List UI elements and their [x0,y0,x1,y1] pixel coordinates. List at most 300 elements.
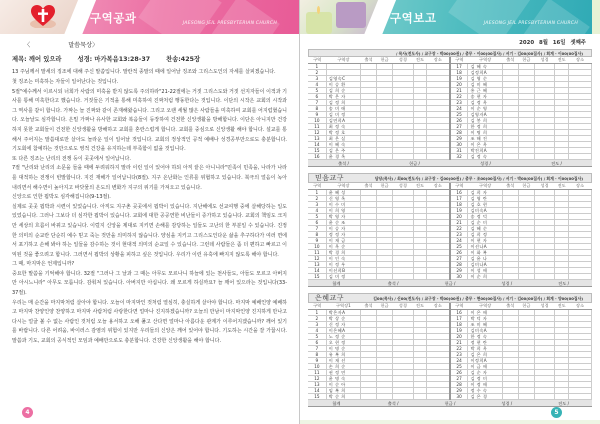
leader-name: 이 은 옥 [468,142,502,148]
district-number: 14 [308,142,326,148]
leader-name: 임 복 희 [326,388,360,394]
category-label: 말씀묵상〉 [68,42,99,49]
input-cell[interactable] [502,394,518,400]
district-number: 17 [450,196,468,202]
leader-name: 이 정 우 [326,262,360,268]
input-cell[interactable] [502,154,518,160]
leader-name: 정 정 자 [326,232,360,238]
district-number: 2 [308,316,326,322]
district-number: 26 [450,370,468,376]
banner-title: 구역공과 [90,11,137,25]
district-number: 16 [308,154,326,160]
input-cell[interactable] [427,154,450,160]
district-number: 1 [308,64,326,70]
district-number: 18 [450,202,468,208]
paragraph: 중요한 말씀을 기억해야 합니다. 32절 "그러나 그 날과 그 때는 아무도 모르나니 하늘에 있는 천사들도, 아들도 모르고 아버지만 아시느니라" 아무도 모릅니다. 감춰져 있습니다. 아버지만 아십니다. 왜 모르게 하실까요? 늘 깨어 있으라는 것입니다(33-37절). [12,270,287,297]
district-number: 10 [308,244,326,250]
candle-icon [306,12,332,34]
district-number: 15 [308,148,326,154]
column-header: 헌금 [518,57,534,64]
leader-name: 조 미 혜 [468,322,502,328]
column-header: 장소 [569,303,592,310]
report-content [300,34,600,407]
leader-name: 최 은 실 [326,136,360,142]
district-number: 29 [450,388,468,394]
column-header: 헌금 [377,303,393,310]
total-field: 출석 / [387,281,399,286]
leader-name: 조 해 진 [468,136,502,142]
leader-name: 오 현 정 [326,340,360,346]
table-row [308,154,592,160]
leader-name: 박 순 희 [326,394,360,400]
column-header: 헌금 [377,57,393,64]
leader-name: 이 희 영 [326,208,360,214]
column-header: 구역장 [468,57,502,64]
column-header: 장소 [427,303,450,310]
leader-name: 정 수 숙 [468,388,502,394]
leader-name: 송 정 덕 [468,214,502,220]
leader-name: 김 은 주 [326,148,360,154]
leader-name: 이 순 희 [468,274,502,280]
leader-name: 이 순 영 [468,106,502,112]
total-field: 성경 / [480,161,491,166]
district-number: 24 [450,106,468,112]
leader-name: 권 정 연 [326,370,360,376]
column-header: 장소 [427,57,450,64]
column-header: 구역 [308,303,326,310]
column-header: 구역 [450,183,468,190]
district-number: 9 [308,112,326,118]
leader-name: 김미나A [468,262,502,268]
district-number: 28 [450,382,468,388]
district-number: 3 [308,322,326,328]
district-number: 30 [450,142,468,148]
leader-name: 박 정 호 [326,130,360,136]
leader-name: 한 정 숙 [468,334,502,340]
district-number: 6 [308,94,326,100]
input-cell[interactable] [413,154,427,160]
district-number: 3 [308,76,326,82]
group-header [308,173,592,183]
total-field: 전도 / [558,281,569,286]
leader-name: 이 승 자 [326,226,360,232]
column-header: 전도 [413,303,427,310]
district-number: 25 [450,112,468,118]
column-header: 구역 [450,57,468,64]
input-cell[interactable] [518,154,534,160]
input-cell[interactable] [518,274,534,280]
column-header: 성경 [534,183,555,190]
leader-name: 박 경 희 [326,250,360,256]
leader-name: 김 영 순 [468,76,502,82]
district-number: 22 [450,94,468,100]
column-header: 출석 [361,183,377,190]
leader-name: 김 미 정 [326,274,360,280]
paragraph: 5절"예수께서 이르시되 너희가 사람의 미혹을 받지 않도록 주의하라"21-22절에는 거짓 그리스도와 거짓 선지자들이 이적과 기사를 통해 미혹한다고 했습니다. 거짓들은 기적을 통해 미혹하여 진짜처럼 행동한다는 것입니다. 이단의 시작은 교회의 시작과 그 역사를 같이 합니다. 가짜는 늘 진짜와 같이 존재해왔습니다. 그리고 오랜 세월 많은 사람들을 미혹하여 교회를 어지럽혔습니다. 오늘날도 심각합니다. 은밀 가짜나 유사한 교회와 복음들이 등장하여 건전한 신앙생활을 방해합니다. 이단은 아니지만 건강하지 못한 교회들이 건전한 신앙생활을 방해하고 교회를 혼란스럽게 합니다. 교회를 중심으로 신앙생활 해야 합니다. 설교를 통해서 주어지는 말씀대로만 살아도 놀라운 일이 일어날 것입니다. 교회의 정상적인 공적 예배나 성경공부만으로도 충분합니다. 기도회에 참예하는 것만으로도 영적 건강을 유지하는데 부족함이 없을 것입니다. [12,88,287,153]
district-number: 8 [308,352,326,358]
total-field: 헌금 / [444,281,456,286]
leader-name: 이 명 순 [326,346,360,352]
flame-icon [317,6,320,14]
paragraph: 그 때, 마지막은 언제입니까? [12,261,75,268]
leader-name: 정 현 란 [468,340,502,346]
leader-name: 김 희 자 [468,190,502,196]
district-number: 5 [308,88,326,94]
banner-cell-report [300,0,600,34]
district-number: 11 [308,124,326,130]
input-cell[interactable] [555,154,569,160]
leader-name: 윤 순 조 [326,220,360,226]
district-number: 27 [450,256,468,262]
leader-name: 김 혜 숙 [468,64,502,70]
page-footer-strip [300,420,600,424]
district-number: 7 [308,100,326,106]
district-number: 21 [450,220,468,226]
paragraph: 실제로 곳곳 핍박과 시련이 있었습니다. 아직도 지구촌 곳곳에서 핍박이 있습니다. 지난해에도 선교여행 중에 살해당하는 일도 있었습니다. 그러나 그보다 더 심각한 핍박이 있습니다. 교회에 대한 공공연한 비난들이 증가하고 있습니다. 교회의 책임도 크지만 세상의 흐름이 바뀌고 있습니다. 이럴지 신앙을 제대로 지키면 손해를 감당하는 일들도 고난의 한 부분일 수 있습니다. 진정한 의미의 순교란 단순히 예수 믿고 죽는 것만을 의미하지 않습니다. 양심을 지키고 그리스도인다운 삶을 추구하다가 여러 면에서 포기하고 손해 봐야 하는 일들을 감수하는 것이 현대적 의미의 순교일 수 있습니다. 그런데 사람들은 좀 더 편하고 빠르고 이익된 것을 좋으려고 합니다. 그러면서 핍박의 상황을 피하고 싶은 것입니다. 우리가 이런 유혹에 빠지지 않도록 해야 합니다. [12,203,287,258]
total-field: 성경 / [501,281,513,286]
total-field: 헌금 / [444,401,456,406]
banner-subtitle: JAESONG JEIL PRESBYTERIAN CHURCH [483,21,578,26]
district-number: 29 [450,136,468,142]
report-date: 2020 8월 16일 셋째주 [519,40,586,46]
page-number: 5 [551,407,562,418]
leader-name: 김 정 희 [326,100,360,106]
leader-name: 유 복 희 [326,352,360,358]
district-number: 8 [308,106,326,112]
column-header: 장소 [569,57,592,64]
district-number: 12 [308,376,326,382]
district-number: 2 [308,70,326,76]
column-header: 전도 [413,183,427,190]
district-number: 12 [308,130,326,136]
leader-name: 김 미 혜 [468,82,502,88]
district-number: 28 [450,130,468,136]
total-field: 헌금 / [409,161,420,166]
district-number: 15 [308,274,326,280]
leader-name: 김미숙A [468,208,502,214]
totals-row [308,400,592,407]
input-cell[interactable] [413,274,427,280]
banner-decoration [210,0,280,34]
leader-name: 이선희B [326,268,360,274]
column-header: 구역 [450,303,468,310]
district-number: 30 [450,394,468,400]
lesson-content [0,34,299,347]
totals-row [308,160,592,167]
leader-name: 이 혜 숙 [326,142,360,148]
banner-subtitle: JAESONG JEIL PRESBYTERIAN CHURCH [182,21,277,26]
leader-name: 김 정 숙 [468,154,502,160]
leader-name: 김 봉 희 [468,118,502,124]
input-cell[interactable] [569,154,592,160]
district-number: 22 [450,226,468,232]
leader-name: 이 수 미 [326,202,360,208]
input-cell[interactable] [555,394,569,400]
leader-name: 신 정 자 [326,322,360,328]
leader-name: 최 정 숙 [326,124,360,130]
leader-name: 박 영 자 [326,214,360,220]
group-name: 은혜교구 [315,294,345,302]
district-number: 9 [308,238,326,244]
leader-name: 김 순 미 [468,220,502,226]
input-cell[interactable] [361,394,377,400]
candle-icon [336,2,366,28]
leader-name: 김 정 미 [468,376,502,382]
district-number: 10 [308,364,326,370]
paragraph: 신앙으로 인한 핍박도 심각해집니다(9-13절). [12,194,111,201]
table-row [308,394,592,400]
district-number: 13 [308,262,326,268]
leader-name: 이선나A [468,244,502,250]
district-number: 21 [450,340,468,346]
lesson-title: 제목: 깨어 있으라 [12,56,62,64]
district-number: 4 [308,328,326,334]
group-officers: 김00(목사) / 신00(전도사) / 교구장 - 박00(00권) / 총무 - 현00(00집사) / 서기 - 김00(00집사) / 회계 - 양00(00집사) [373,296,583,301]
group-header [308,49,592,57]
district-number: 23 [450,352,468,358]
district-number: 20 [450,82,468,88]
leader-name: 홍 근 혜 [468,88,502,94]
leader-name: 김 순 자 [468,370,502,376]
leader-name: 박 희 옥 [468,346,502,352]
district-number: 20 [450,334,468,340]
district-number: 5 [308,334,326,340]
group-officers: / 목사(전도사) / 교구장 - 박00(00권) / 총무 - 이00(00집사) / 서기 - 김00(00집사) / 회계 - 이00(00집사) [395,51,583,56]
district-number: 16 [450,190,468,196]
leader-name: 김 은 경 [468,394,502,400]
district-number: 4 [308,208,326,214]
district-number: 1 [308,310,326,316]
input-cell[interactable] [534,274,555,280]
district-number: 14 [308,388,326,394]
district-number: 26 [450,118,468,124]
input-cell[interactable] [377,274,393,280]
total-field: 합계 [332,281,341,286]
column-header: 장소 [427,183,450,190]
leader-name: 송 미 애 [326,106,360,112]
leader-name: 김미숙A [468,328,502,334]
column-header: 성경 [534,303,555,310]
district-number: 28 [450,262,468,268]
input-cell[interactable] [569,274,592,280]
leader-name: 김 호 현 [468,202,502,208]
district-number: 31 [450,148,468,154]
column-header: 헌금 [518,303,534,310]
district-number: 19 [450,328,468,334]
banner-decoration [138,0,222,34]
leader-name: 김 미 정 [326,112,360,118]
district-number: 12 [308,256,326,262]
paragraph: 첫 징조는 미혹하는 자들이 일어난다는 것입니다. [12,79,119,85]
leader-name: 노 정 순 [326,334,360,340]
input-cell[interactable] [393,274,414,280]
district-number: 19 [450,208,468,214]
leader-name: 이정희A [468,358,502,364]
leader-name: 박진희A [468,148,502,154]
leader-name: 윤 혜 성 [326,190,360,196]
leader-name: 신 영 옥 [326,196,360,202]
input-cell[interactable] [361,154,377,160]
leader-name: 이 인 숙 [326,256,360,262]
total-field: 성경 / [501,401,513,406]
leader-name: 이 승 환 [326,82,360,88]
input-cell[interactable] [569,394,592,400]
district-number: 17 [450,64,468,70]
district-number: 21 [450,88,468,94]
leader-name: 박은자A [326,310,360,316]
total-field: 출석 / [387,401,399,406]
leader-name: 이은혜A [326,328,360,334]
lesson-meta [12,55,287,65]
lesson-category [24,41,287,51]
input-cell[interactable] [361,274,377,280]
leader-name: 한 정 희 [468,124,502,130]
column-header: 출석 [502,183,518,190]
column-header: 구역 [308,57,326,64]
table-row [308,274,592,280]
district-number: 7 [308,346,326,352]
district-number: 27 [450,376,468,382]
total-field: 전도 / [551,161,562,166]
district-number: 26 [450,250,468,256]
leader-name: 이 현 자 [468,238,502,244]
paragraph: 7절 "난리와 난리의 소문을 들을 때에 두려워하지 말라 이런 일이 있어야 하되 아직 끝은 아니니라"민족이 민족을, 나라가 나라를 대적하는 전쟁이 빈발합니다. 지진 재해가 일어납니다(8절). 지구 온난화는 인류를 위협하고 있습니다. 북극의 얼음이 녹아내리면서 해수면이 높아지고 바닷물의 온도의 변화가 지구의 위기를 가져오고 있습니다. [12,165,287,191]
district-number: 7 [308,226,326,232]
district-number: 2 [308,196,326,202]
district-number: 9 [308,358,326,364]
district-number: 23 [450,232,468,238]
district-number: 10 [308,118,326,124]
leader-name: 김영자A [468,112,502,118]
district-number: 32 [450,154,468,160]
district-number: 8 [308,232,326,238]
paragraph: 또 다른 징조는 난리의 전쟁 등이 곳곳에서 일어납니다. [12,155,131,162]
district-number: 13 [308,382,326,388]
total-field: 전도 / [558,401,569,406]
district-number: 13 [308,136,326,142]
input-cell[interactable] [534,154,555,160]
input-cell[interactable] [427,394,450,400]
banner-decoration [520,0,590,34]
leader-name: 이 순 아 [326,382,360,388]
input-cell[interactable] [555,274,569,280]
district-number: 11 [308,370,326,376]
banner-title: 구역보고 [390,11,437,25]
column-header: 성경 [393,183,414,190]
district-number: 4 [308,82,326,88]
leader-name: 손 희 순 [326,364,360,370]
district-number: 5 [308,214,326,220]
group-name: 믿음교구 [315,174,345,182]
column-header: 구역장1 [326,303,360,310]
district-number: 14 [308,268,326,274]
totals-row [308,280,592,287]
column-header: 전도 [555,57,569,64]
leader-name: 김정희A [468,70,502,76]
district-number: 25 [450,244,468,250]
district-number: 23 [450,100,468,106]
leader-name: 윤 경 옥 [326,154,360,160]
leader-name: 이 성 애 [468,268,502,274]
paragraph: 우리는 매 순간을 마지막처럼 살아야 합니다. 오늘이 마지막인 것처럼 열심히, 충실하게 살아야 합니다. 마지막 예배인양 예배하고 마지막 찬양인양 찬양하고 마지막 사람처럼 사랑한다면 얼마나 진지하겠습니까? 오늘의 만남이 마지막인양 진지하게 만나고 다시는 얼굴 볼 수 없는 사람인 것처럼 오늘 용서하고 오해 풀고 산다면 얼마나 아름다운 관계가 이루어지겠습니까? 깨어 있기를 바랍니다. 다른 어려움, 바이러스 감염의 위험이 있지만 우리들의 신앙은 깨어 있어야 합니다. 기도하는 시간을 잘 가꿉시다. 말씀과 기도, 교회의 공식적인 모임과 예배만으로도 충분합니다. 건강한 신앙생활을 해야 합니다. [12,299,287,345]
input-cell[interactable] [427,274,450,280]
district-number: 6 [308,220,326,226]
column-header: 출석 [361,57,377,64]
column-header: 출석 [502,57,518,64]
total-field: 출석 / [338,161,349,166]
district-number: 27 [450,124,468,130]
banner-decoration [448,0,532,34]
column-header: 구역장 [468,303,502,310]
column-header: 전도 [555,303,569,310]
leader-name: 이 은 애 [468,310,502,316]
input-cell[interactable] [534,394,555,400]
district-number: 20 [450,214,468,220]
input-cell[interactable] [393,394,414,400]
district-number: 29 [450,268,468,274]
district-number: 17 [450,316,468,322]
attendance-table [308,183,592,280]
input-cell[interactable] [377,154,393,160]
column-header: 성경 [393,303,414,310]
paragraph: 13 주님께서 말세의 징조에 대해 주신 말씀입니다. 말란적 종말의 때에 일어날 징조와 그리스도인의 자세를 살피겠습니다. [12,69,276,76]
column-header: 구역 [308,183,326,190]
district-number: 22 [450,346,468,352]
column-header: 성경 [393,57,414,64]
district-number: 18 [450,322,468,328]
column-header: 전도 [413,57,427,64]
leader-name: 이 화 복 [468,250,502,256]
column-header: 헌금 [518,183,534,190]
group-officers: 담당(목사) / 최00(전도사) / 교구장 - 김00(00권) / 총무 - 조00(00집사) / 서기 - 박00(00집사) / 회계 - 이00(00집사) [374,176,583,181]
leader-name: 김연희A [326,118,360,124]
district-number: 11 [308,250,326,256]
column-header: 구역장 [326,57,360,64]
category-bracket: 〈 [24,42,31,49]
heart-cross-icon [30,4,56,28]
leader-name: 김 희 정 [468,232,502,238]
leader-name: 김영숙C [326,76,360,82]
page-right [300,0,600,424]
district-number: 25 [450,364,468,370]
column-header: 헌금 [377,183,393,190]
input-cell[interactable] [393,154,414,160]
district-number: 15 [308,394,326,400]
attendance-table [308,57,592,160]
input-cell[interactable] [518,394,534,400]
column-header: 전도 [555,183,569,190]
leader-name: 김 정 옥 [468,100,502,106]
column-header: 구역장 [468,183,502,190]
district-number: 18 [450,70,468,76]
lesson-hymn: 찬송:425장 [166,56,201,64]
leader-name: 김 은 희 [468,352,502,358]
input-cell[interactable] [413,394,427,400]
total-field: 합계 [332,401,341,406]
attendance-table [308,303,592,400]
input-cell[interactable] [502,274,518,280]
banner-cell-lesson [0,0,299,34]
column-header: 출석 [361,303,377,310]
district-number: 16 [450,310,468,316]
column-header: 출석 [502,303,518,310]
report-groups [308,49,592,407]
district-number: 6 [308,340,326,346]
district-number: 19 [450,76,468,82]
leader-name: 김 윤 나 [468,256,502,262]
input-cell[interactable] [377,394,393,400]
leader-name: 이 명 희 [468,130,502,136]
